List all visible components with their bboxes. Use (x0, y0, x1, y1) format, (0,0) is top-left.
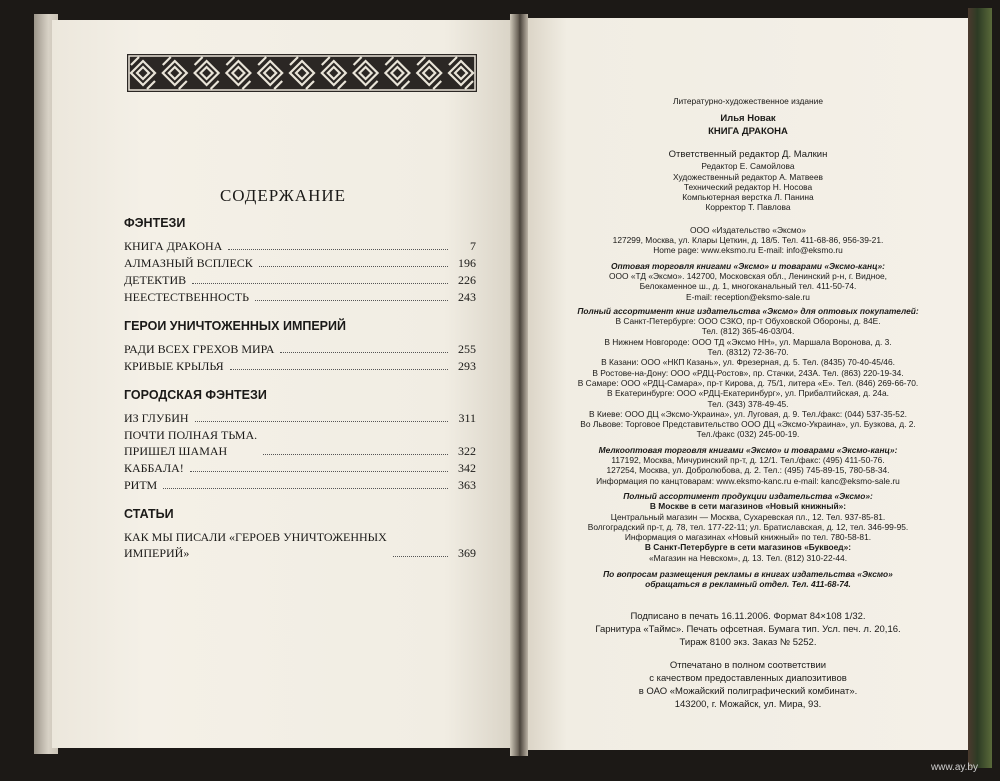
imprint-line: Илья Новак (720, 113, 776, 125)
imprint-line: Во Львове: Торговое Представительство ООО ДЦ «Эксмо-Украина», ул. Бузкова, д. 2. (580, 419, 916, 430)
toc-entry (124, 272, 476, 288)
imprint-line: В Ростове-на-Дону: ООО «РДЦ-Ростов», пр. Стачки, 243А. Тел. (863) 220-19-34. (592, 367, 904, 378)
toc-entry (124, 427, 476, 459)
imprint-line: Художественный редактор А. Матвеев (673, 171, 823, 182)
imprint-line: 127254, Москва, ул. Добролюбова, д. 2. Тел.: (495) 745-89-15, 780-58-34. (606, 465, 890, 476)
celtic-knot-ornament (127, 54, 477, 92)
imprint-line: Информация о магазинах «Новый книжный» по тел. 780-58-81. (624, 532, 872, 543)
toc-entry-title: РАДИ ВСЕХ ГРЕХОВ МИРА (124, 342, 275, 356)
toc-section-heading: СТАТЬИ (124, 507, 174, 521)
imprint-line: Тел./факс (032) 245-00-19. (696, 429, 800, 440)
watermark: www.ay.by (930, 762, 978, 773)
imprint-line: В Казани: ООО «НКП Казань», ул. Фрезерная, д. 5. Тел. (8435) 70-40-45/46. (601, 357, 895, 368)
imprint-line: Информация по канцтоварам: www.eksmo-kanc.ru e-mail: kanc@eksmo-sale.ru (596, 475, 900, 486)
toc-title: СОДЕРЖАНИЕ (219, 186, 347, 205)
imprint-line: Подписано в печать 16.11.2006. Формат 84×108 1/32. (630, 610, 866, 622)
toc-entry (124, 289, 476, 305)
imprint-line: КНИГА ДРАКОНА (708, 126, 788, 138)
toc-entry-title: КНИГА ДРАКОНА (124, 239, 223, 253)
imprint-line: В Самаре: ООО «РДЦ-Самара», пр-т Кирова, д. 75/1, литера «Е». Тел. (846) 269-66-70. (577, 377, 919, 388)
imprint-line: Home page: www.eksmo.ru E-mail: info@eksmo.ru (653, 245, 843, 256)
toc-entry (124, 477, 476, 493)
imprint-line: В Санкт-Петербурге: ООО СЗКО, пр-т Обуховской Обороны, д. 84Е. (615, 316, 881, 327)
imprint-line: E-mail: reception@eksmo-sale.ru (686, 291, 810, 302)
toc-section-heading: ФЭНТЕЗИ (124, 216, 186, 230)
toc-entry-title: АЛМАЗНЫЙ ВСПЛЕСК (124, 256, 253, 270)
toc-entry-page: 7 (470, 239, 476, 253)
imprint-line: В Нижнем Новгороде: ООО ТД «Эксмо НН», ул. Маршала Воронова, д. 3. (604, 336, 892, 347)
imprint-line: По вопросам размещения рекламы в книгах издательства «Эксмо» (603, 568, 893, 579)
toc-leader-dots (259, 266, 448, 267)
toc-entry (124, 460, 476, 476)
toc-leader-dots (195, 421, 448, 422)
imprint-line: В Санкт-Петербурге в сети магазинов «Буквоед»: (644, 542, 852, 553)
toc-entry-title: РИТМ (124, 478, 158, 492)
imprint-line: Оптовая торговля книгами «Эксмо» и товарами «Эксмо-канц»: (611, 260, 885, 271)
toc-leader-dots (255, 300, 448, 301)
toc-leader-dots (190, 471, 448, 472)
toc-entry-page: 243 (458, 290, 476, 304)
imprint-line: Тираж 8100 экз. Заказ № 5252. (679, 636, 817, 648)
imprint-line: Гарнитура «Таймс». Печать офсетная. Бумага тип. Усл. печ. л. 20,16. (595, 623, 901, 635)
toc-entry-page: 255 (458, 342, 476, 356)
imprint-line: Полный ассортимент книг издательства «Эксмо» для оптовых покупателей: (577, 305, 919, 316)
imprint-block (536, 96, 960, 711)
toc-leader-dots (393, 556, 448, 557)
imprint-line: 127299, Москва, ул. Клары Цеткин, д. 18/5. Тел. 411-68-86, 956-39-21. (612, 235, 884, 246)
imprint-line: Ответственный редактор Д. Малкин (668, 149, 828, 161)
imprint-line: Технический редактор Н. Носова (683, 181, 813, 192)
imprint-line: Волгоградский пр-т, д. 78, тел. 177-22-11; ул. Братиславская, д. 12, тел. 346-99-95. (587, 521, 909, 532)
toc-entry-page: 322 (458, 444, 476, 458)
toc-entry-title: ИЗ ГЛУБИН (124, 411, 189, 425)
imprint-line: Редактор Е. Самойлова (701, 161, 795, 172)
imprint-line: Отпечатано в полном соответствии (669, 659, 827, 671)
toc-entry (124, 341, 476, 357)
toc-entry-page: 226 (458, 273, 476, 287)
table-of-contents (124, 216, 476, 562)
toc-entry-page: 293 (458, 359, 476, 373)
imprint-line: В Киеве: ООО ДЦ «Эксмо-Украина», ул. Луговая, д. 9. Тел./факс: (044) 537-35-52. (589, 408, 907, 419)
imprint-line: Центральный магазин — Москва, Сухаревская пл., 12. Тел. 937-85-81. (610, 511, 886, 522)
toc-entry (124, 255, 476, 271)
imprint-line: обращаться в рекламный отдел. Тел. 411-68-74. (645, 579, 851, 590)
toc-entry-page: 369 (458, 546, 476, 560)
imprint-line: Тел. (812) 365-46-03/04. (701, 326, 795, 337)
toc-leader-dots (280, 352, 448, 353)
imprint-line: Корректор Т. Павлова (705, 202, 791, 213)
imprint-line: 117192, Москва, Мичуринский пр-т, д. 12/1. Тел./факс: (495) 411-50-76. (611, 455, 885, 466)
toc-entry-title: КАББАЛА! (124, 461, 184, 475)
imprint-line: Тел. (343) 378-49-45. (707, 398, 789, 409)
toc-entry-title: КРИВЫЕ КРЫЛЬЯ (124, 359, 224, 373)
imprint-line: ООО «ТД «Эксмо». 142700, Московская обл., Ленинский р-н, г. Видное, (609, 270, 887, 281)
toc-entry (124, 410, 476, 426)
toc-section-heading: ГОРОДСКАЯ ФЭНТЕЗИ (124, 388, 267, 402)
toc-entry-page: 311 (458, 411, 476, 425)
toc-entry (124, 238, 476, 254)
imprint-line: Полный ассортимент продукции издательства «Эксмо»: (623, 490, 873, 501)
imprint-line: Мелкооптовая торговля книгами «Эксмо» и товарами «Эксмо-канц»: (598, 444, 898, 455)
imprint-line: Тел. (8312) 72-36-70. (707, 347, 789, 358)
toc-section-heading: ГЕРОИ УНИЧТОЖЕННЫХ ИМПЕРИЙ (124, 319, 346, 333)
toc-leader-dots (230, 369, 448, 370)
imprint-line: Компьютерная верстка Л. Панина (682, 192, 814, 203)
imprint-line: 143200, г. Можайск, ул. Мира, 93. (674, 698, 822, 710)
imprint-line: «Магазин на Невском», д. 13. Тел. (812) 310-22-44. (648, 552, 848, 563)
toc-entry-title: ДЕТЕКТИВ (124, 273, 187, 287)
toc-entry-title: КАК МЫ ПИСАЛИ «ГЕРОЕВ УНИЧТОЖЕННЫХ ИМПЕРИЙ» (124, 530, 387, 560)
book-gutter (510, 14, 528, 756)
imprint-line: В Москве в сети магазинов «Новый книжный»: (649, 501, 847, 512)
toc-entry (124, 529, 476, 561)
toc-leader-dots (163, 488, 448, 489)
imprint-line: ООО «Издательство «Эксмо» (690, 224, 806, 235)
toc-leader-dots (192, 283, 448, 284)
imprint-line: В Екатеринбурге: ООО «РДЦ-Екатеринбург», ул. Прибалтийская, д. 24а. (607, 388, 889, 399)
book-cover-edge (968, 8, 992, 768)
toc-leader-dots (263, 454, 448, 455)
toc-entry-title: НЕЕСТЕСТВЕННОСТЬ (124, 290, 250, 304)
toc-entry-page: 342 (458, 461, 476, 475)
imprint-line: с качеством предоставленных диапозитивов (649, 672, 847, 684)
toc-entry (124, 358, 476, 374)
toc-leader-dots (228, 249, 448, 250)
imprint-line: Белокаменное ш., д. 1, многоканальный тел. 411-50-74. (639, 281, 857, 292)
imprint-line: Литературно-художественное издание (672, 96, 824, 106)
toc-entry-page: 196 (458, 256, 476, 270)
toc-entry-page: 363 (458, 478, 476, 492)
toc-entry-title: ПОЧТИ ПОЛНАЯ ТЬМА. ПРИШЕЛ ШАМАН (124, 428, 258, 458)
imprint-line: в ОАО «Можайский полиграфический комбинат». (638, 685, 858, 697)
